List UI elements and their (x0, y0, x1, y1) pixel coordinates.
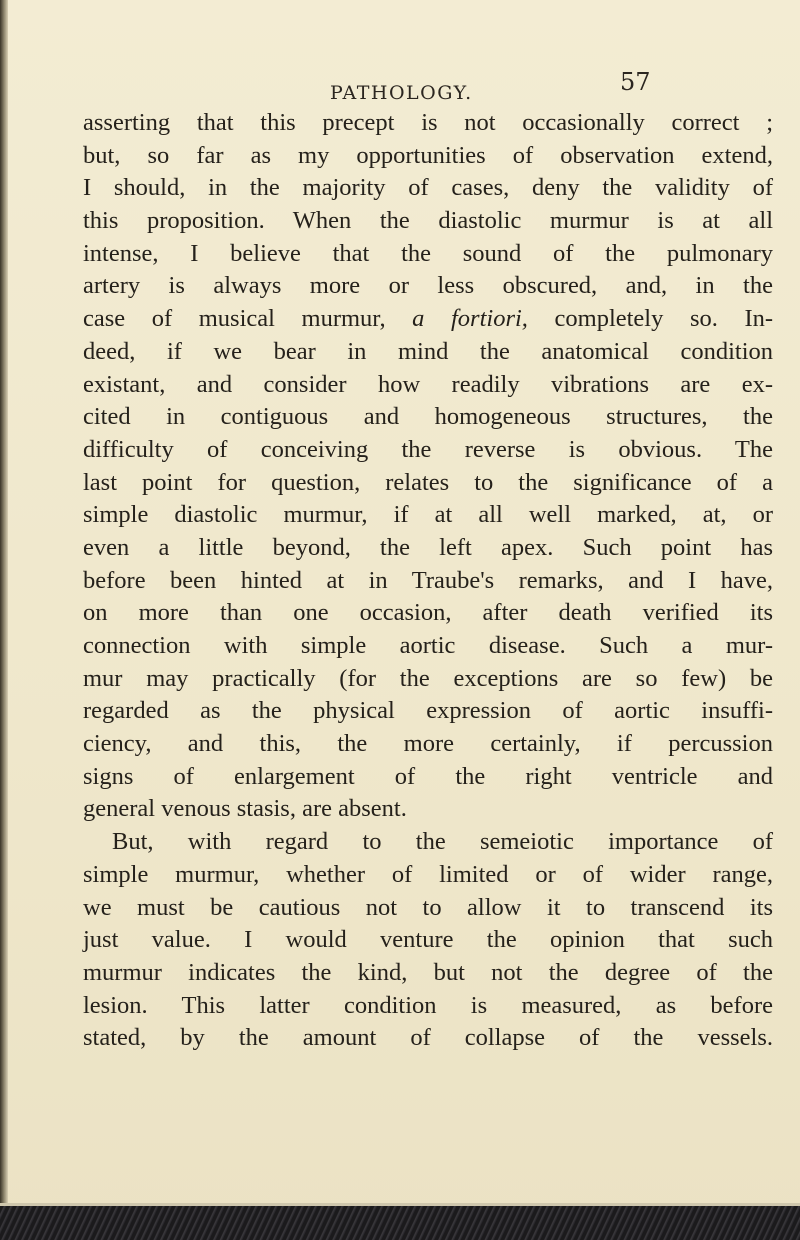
body-text (83, 107, 773, 1055)
text-line: cited in contiguous and homogeneous structures, the (83, 403, 773, 431)
text-line: lesion. This latter condition is measured, as before (83, 991, 773, 1019)
text-line: on more than one occasion, after death verified its (83, 599, 773, 627)
text-line: intense, I believe that the sound of the pulmonary (83, 239, 773, 267)
text-line: even a little beyond, the left apex. Such point has (83, 533, 773, 561)
text-line-with-italic: case of musical murmur, a fortiori, completely so. In- (83, 305, 774, 333)
running-head: PATHOLOGY. (330, 82, 473, 104)
text-line: simple diastolic murmur, if at all well marked, at, or (83, 501, 773, 529)
text-line: connection with simple aortic disease. Such a mur- (83, 632, 773, 659)
text-line: regarded as the physical expression of aortic insuffi- (83, 697, 773, 725)
text-line: I should, in the majority of cases, deny the validity of (83, 174, 773, 202)
text-line: stated, by the amount of collapse of the vessels. (83, 1024, 773, 1052)
text-line: artery is always more or less obscured, and, in the (83, 272, 773, 300)
text-line: asserting that this precept is not occasionally correct ; (83, 109, 773, 136)
scanner-bed-edge (0, 1206, 800, 1240)
text-line: murmur indicates the kind, but not the degree of the (83, 958, 773, 986)
text-line: this proposition. When the diastolic murmur is at all (83, 207, 773, 235)
text-line: deed, if we bear in mind the anatomical condition (83, 337, 773, 365)
text-line: we must be cautious not to allow it to transcend its (83, 893, 773, 921)
paragraph-start-line: But, with regard to the semeiotic importance of (112, 828, 773, 856)
text-line: but, so far as my opportunities of observation extend, (83, 141, 773, 169)
page-number: 57 (620, 68, 651, 96)
text-line: before been hinted at in Traube's remarks, and I have, (83, 566, 773, 594)
italic-phrase: a fortiori, (412, 305, 528, 333)
paragraph-end-line: general venous stasis, are absent. (83, 795, 407, 823)
text-line: last point for question, relates to the significance of a (83, 468, 773, 496)
text-line: mur may practically (for the exceptions are so few) be (83, 664, 773, 692)
text-line: signs of enlargement of the right ventricle and (83, 762, 773, 790)
text-line: difficulty of conceiving the reverse is obvious. The (83, 435, 773, 463)
text-line: ciency, and this, the more certainly, if percussion (83, 730, 773, 758)
text-line: simple murmur, whether of limited or of wider range, (83, 860, 773, 888)
text-line: just value. I would venture the opinion that such (83, 926, 773, 954)
page-gutter-edge (0, 0, 8, 1240)
text-line: existant, and consider how readily vibrations are ex- (83, 370, 773, 398)
